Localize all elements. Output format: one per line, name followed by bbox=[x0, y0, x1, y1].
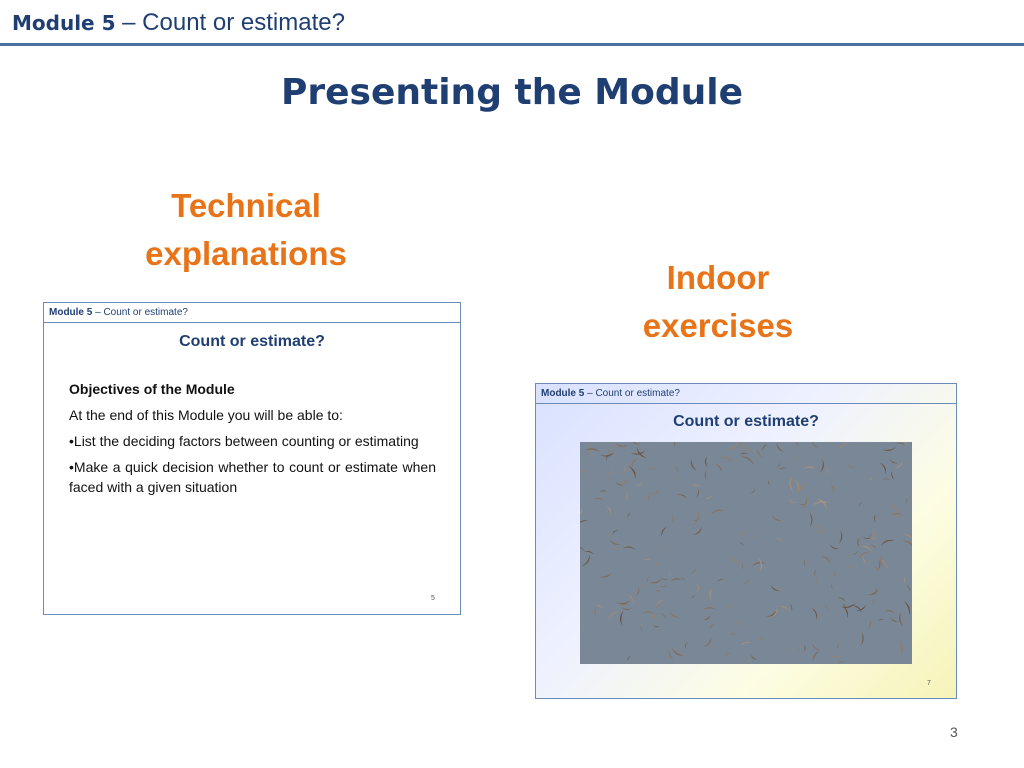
thumbnail-header bbox=[536, 384, 956, 404]
thumbnail-title: Count or estimate? bbox=[179, 333, 325, 350]
slide-title: Presenting the Module bbox=[280, 72, 743, 113]
technical-explanations-label: Technical explanations bbox=[145, 187, 347, 272]
module-header bbox=[12, 8, 345, 38]
thumbnail-page-number: 7 bbox=[927, 680, 931, 687]
objectives-heading: Objectives of the Module bbox=[69, 381, 235, 397]
thumbnail-module-subtitle: – Count or estimate? bbox=[92, 307, 188, 318]
thumbnail-title: Count or estimate? bbox=[673, 413, 819, 430]
thumbnail-module-number: Module 5 bbox=[541, 388, 585, 399]
module-number: Module 5 bbox=[12, 11, 116, 35]
thumbnail-module-subtitle: – Count or estimate? bbox=[584, 388, 680, 399]
thumbnail-page-number: 5 bbox=[431, 595, 435, 602]
objectives-intro: At the end of this Module you will be able to: bbox=[69, 407, 343, 423]
header-divider bbox=[0, 43, 1024, 46]
indoor-exercises-label: Indoor exercises bbox=[642, 259, 794, 344]
thumbnail-body bbox=[69, 379, 436, 503]
technical-slide-thumbnail bbox=[43, 302, 461, 615]
flock-of-birds-photo bbox=[580, 442, 912, 664]
objective-bullet: •List the deciding factors between counting or estimating bbox=[69, 433, 419, 449]
page-number: 3 bbox=[950, 724, 958, 740]
birds-illustration bbox=[580, 442, 912, 664]
indoor-slide-thumbnail bbox=[535, 383, 957, 699]
module-subtitle: – Count or estimate? bbox=[115, 9, 345, 36]
slide-header bbox=[0, 0, 1024, 44]
thumbnail-module-number: Module 5 bbox=[49, 307, 93, 318]
thumbnail-header bbox=[44, 303, 460, 323]
objective-bullet: •Make a quick decision whether to count or estimate when faced with a given situation bbox=[69, 459, 436, 495]
